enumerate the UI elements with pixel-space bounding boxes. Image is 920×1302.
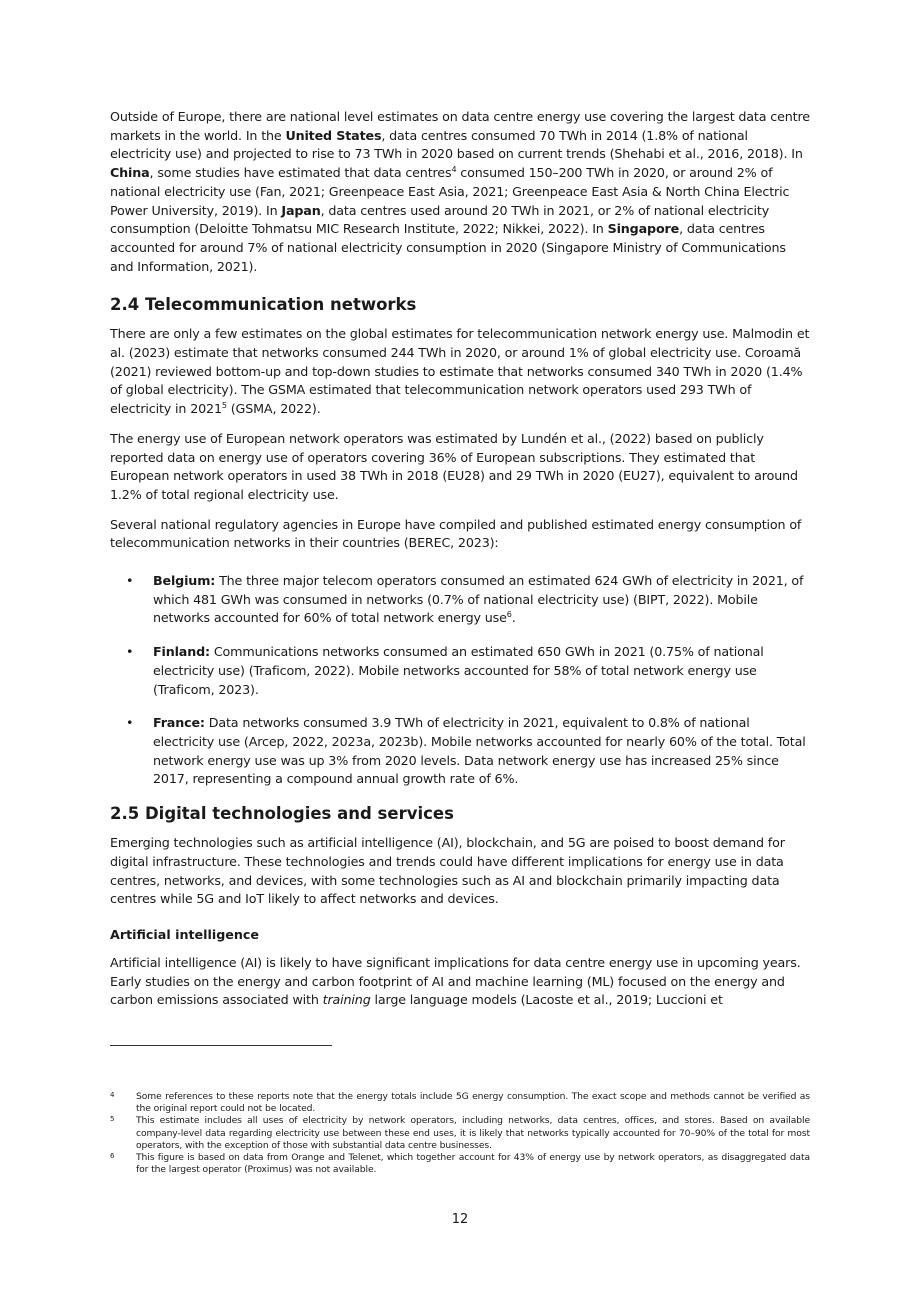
telecom-paragraph-1: There are only a few estimates on the global estimates for telecommunication network energy use. Malmodin et al. (2023) estimate that networks consumed 244 TWh in 2020, or around 1% of global electricity use. Coroamă (2021) reviewed bottom-up and top-down studies to estimate that networks consumed 340 TWh in 2020 (1.4% of global electricity). The GSMA estimated that telecommunication network operators used 293 TWh of electricity in 2021$^5$ (GSMA, 2022).: [110, 326, 810, 417]
bullet-icon: •: [126, 573, 134, 589]
section-heading-2-4: 2.4 Telecommunication networks: [110, 295, 417, 315]
singapore-label: Singapore: [607, 221, 680, 237]
telecom-paragraph-3: Several national regulatory agencies in Europe have compiled and published estimated energy consumption of telecommunication networks in their countries (BEREC, 2023):: [110, 516, 802, 551]
united-states-label: United States: [285, 127, 382, 143]
footnote-ref-6[interactable]: 6: [506, 610, 512, 620]
bullet-icon: •: [126, 715, 134, 731]
japan-label: Japan: [281, 202, 321, 218]
intro-paragraph: Outside of Europe, there are national level estimates on data centre energy use covering the largest data centre markets in the world. In the United States, data centres consumed 70 TWh in 2014 (1.8% of national electricity use) and projected to rise to 73 TWh in 2020 based on current trends (Shehabi et al., 2016, 2018). In China, some studies have estimated that data centres$^4$ consumed 150–200 TWh in 2020, or around 2% of national electricity use (Fan, 2021; Greenpeace East Asia, 2021; Greenpeace East Asia & North China Electric Power University, 2019). In Japan, data centres used around 20 TWh in 2021, or 2% of national electricity consumption (Deloitte Tohmatsu MIC Research Institute, 2022; Nikkei, 2022). In Singapore, data centres accounted for around 7% of national electricity consumption in 2020 (Singapore Ministry of Communications and Information, 2021).: [110, 109, 810, 274]
footnote-4: 4 Some references to these reports note that the energy totals include 5G energy consumption. The exact scope and methods cannot be verified as the original report could not be located.: [110, 1091, 810, 1115]
digital-paragraph-1: Emerging technologies such as artificial intelligence (AI), blockchain, and 5G are poised to boost demand for digital infrastructure. These technologies and trends could have different implications for energy use in data centres, networks, and devices, with some technologies such as AI and blockchain primarily impacting data centres while 5G and IoT likely to affect networks and devices.: [110, 835, 785, 907]
footnote-ref-5[interactable]: 5: [221, 401, 227, 411]
section-heading-2-5: 2.5 Digital technologies and services: [110, 804, 454, 824]
subheading-ai: Artificial intelligence: [110, 926, 260, 942]
bullet-icon: •: [126, 644, 134, 660]
list-item-belgium: • Belgium: The three major telecom operators consumed an estimated 624 GWh of electricity in 2021, of which 481 GWh was consumed in networks (0.7% of national electricity use) (BIPT, 2022). Mobile networks accounted for 60% of total network energy use$^6$.: [126, 573, 804, 626]
list-item-finland: • Finland: Communications networks consumed an estimated 650 GWh in 2021 (0.75% of national electricity use) (Traficom, 2022). Mobile networks accounted for 58% of total network energy use (Traficom, 2023).: [126, 644, 764, 697]
page-number: 12: [451, 1212, 469, 1227]
footnote-ref-4[interactable]: 4: [451, 165, 457, 175]
list-item-france: • France: Data networks consumed 3.9 TWh of electricity in 2021, equivalent to 0.8% of national electricity use (Arcep, 2022, 2023a, 2023b). Mobile networks accounted for nearly 60% of the total. Total network energy use was up 3% from 2020 levels. Data network energy use has increased 25% since 2017, representing a compound annual growth rate of 6%.: [126, 715, 806, 787]
china-label: China: [110, 165, 150, 181]
telecom-paragraph-2: The energy use of European network operators was estimated by Lundén et al., (2022) based on publicly reported data on energy use of operators covering 36% of European subscriptions. They estimated that European network operators in used 38 TWh in 2018 (EU28) and 29 TWh in 2020 (EU27), equivalent to around 1.2% of total regional electricity use.: [110, 430, 798, 502]
footnote-5: 5 This estimate includes all uses of electricity by network operators, including networks, data centres, offices, and stores. Based on available company-level data regarding electricity use between these end uses, it is likely that networks typically accounted for 70–90% of the total for most operators, with the exception of those with substantial data centre businesses.: [110, 1115, 810, 1151]
footnotes: [110, 1091, 810, 1176]
ai-paragraph: Artificial intelligence (AI) is likely to have significant implications for data centre energy use in upcoming years. Early studies on the energy and carbon footprint of AI and machine learning (ML) focused on the energy and carbon emissions associated with training large language models (Lacoste et al., 2019; Luccioni et: [110, 954, 801, 1008]
footnote-6: 6 This figure is based on data from Orange and Telenet, which together account for 43% of energy use by network operators, as disaggregated data for the largest operator (Proximus) was not available.: [110, 1152, 810, 1176]
country-list: [110, 572, 810, 789]
page-body: [110, 108, 810, 1021]
footnote-divider: [110, 1045, 332, 1046]
